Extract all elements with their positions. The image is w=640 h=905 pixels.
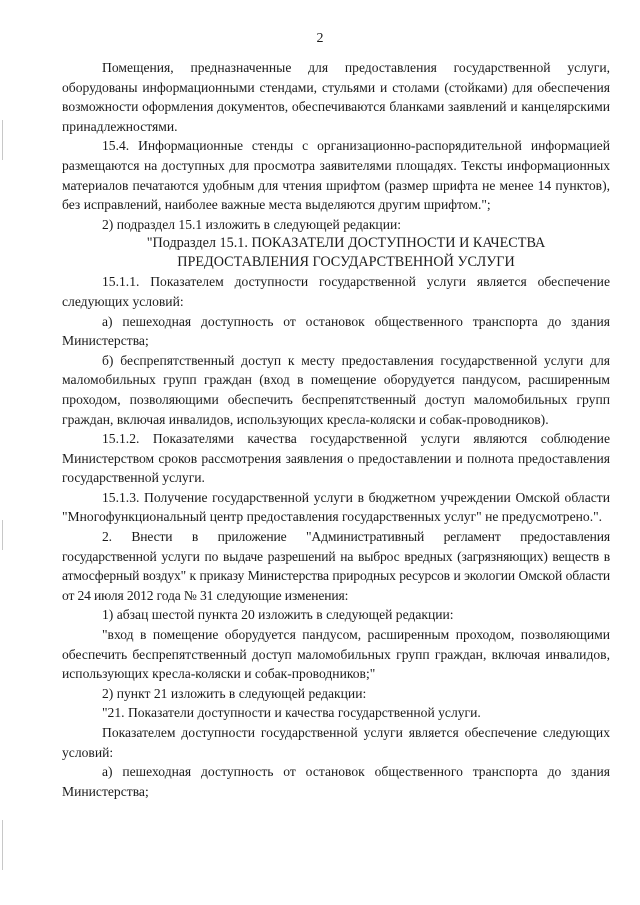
scan-edge-mark: [2, 520, 3, 550]
paragraph-amendment-item-1: 1) абзац шестой пункта 20 изложить в следующей редакции:: [102, 607, 454, 623]
paragraph-amendment-2: 2. Внести в приложение "Административный регламент предоставления государственной услуги по выдаче разрешений на выброс вредных (загрязняющих) веществ в атмосферный воздух" к приказу Министерства природных ресурсов и экологии Омской области от 24 июля 2012 года № 31 следующие изменения:: [62, 529, 610, 603]
page-number: 2: [316, 31, 324, 46]
paragraph-premises: Помещения, предназначенные для предоставления государственной услуги, оборудованы информационными стендами, стульями и столами (стойками) для обеспечения возможности оформления документов, обеспечиваются бланками заявлений и канцелярскими принадлежностями.: [62, 60, 610, 134]
paragraph-15-1-3: 15.1.3. Получение государственной услуги в бюджетном учреждении Омской области "Многофункциональный центр предоставления государственных услуг" не предусмотрено.".: [62, 489, 610, 525]
scan-edge-mark: [2, 820, 3, 870]
paragraph-item-a: а) пешеходная доступность от остановок общественного транспорта до здания Министерства;: [62, 313, 610, 349]
paragraph-amendment-item-2: 2) пункт 21 изложить в следующей редакции:: [102, 685, 367, 701]
paragraph-item-b: б) беспрепятственный доступ к месту предоставления государственной услуги для маломобильных групп граждан (вход в помещение оборудуется пандусом, расширенным проходом, позволяющими обеспечить беспрепятственный доступ маломобильных групп граждан, включая инвалидов, использующих кресла-коляски и собак-проводников).: [62, 352, 610, 427]
paragraph-15-4: 15.4. Информационные стенды с организационно-распорядительной информацией размещаются на доступных для просмотра заявителями площадях. Тексты информационных материалов печатаются удобным для чтения шрифтом (размер шрифта не менее 14 пунктов), без исправлений, наиболее важные места выделяются другим шрифтом.";: [62, 138, 610, 213]
paragraph-15-1-2: 15.1.2. Показателями качества государственной услуги являются соблюдение Министерством сроков рассмотрения заявления о предоставлении и полнота предоставления государственной услуги.: [62, 431, 610, 486]
scan-edge-mark: [2, 120, 3, 160]
document-body: [62, 58, 610, 801]
paragraph-item-a-repeat: а) пешеходная доступность от остановок общественного транспорта до здания Министерства;: [62, 764, 610, 799]
paragraph-availability-indicator: Показателем доступности государственной услуги является обеспечение следующих условий:: [62, 725, 610, 760]
paragraph-point-21: "21. Показатели доступности и качества государственной услуги.: [102, 705, 481, 721]
paragraph-subsection-intro: 2) подраздел 15.1 изложить в следующей редакции:: [102, 216, 402, 232]
paragraph-15-1-1: 15.1.1. Показателем доступности государственной услуги является обеспечение следующих условий:: [62, 274, 610, 309]
paragraph-quoted-entrance: "вход в помещение оборудуется пандусом, расширенным проходом, позволяющими обеспечить беспрепятственный доступ маломобильных групп граждан, включая инвалидов, использующих кресла-коляски и собак-проводников;": [62, 627, 610, 682]
section-heading: "Подраздел 15.1. ПОКАЗАТЕЛИ ДОСТУПНОСТИ И КАЧЕСТВА ПРЕДОСТАВЛЕНИЯ ГОСУДАРСТВЕННОЙ УСЛУГИ: [146, 235, 546, 271]
